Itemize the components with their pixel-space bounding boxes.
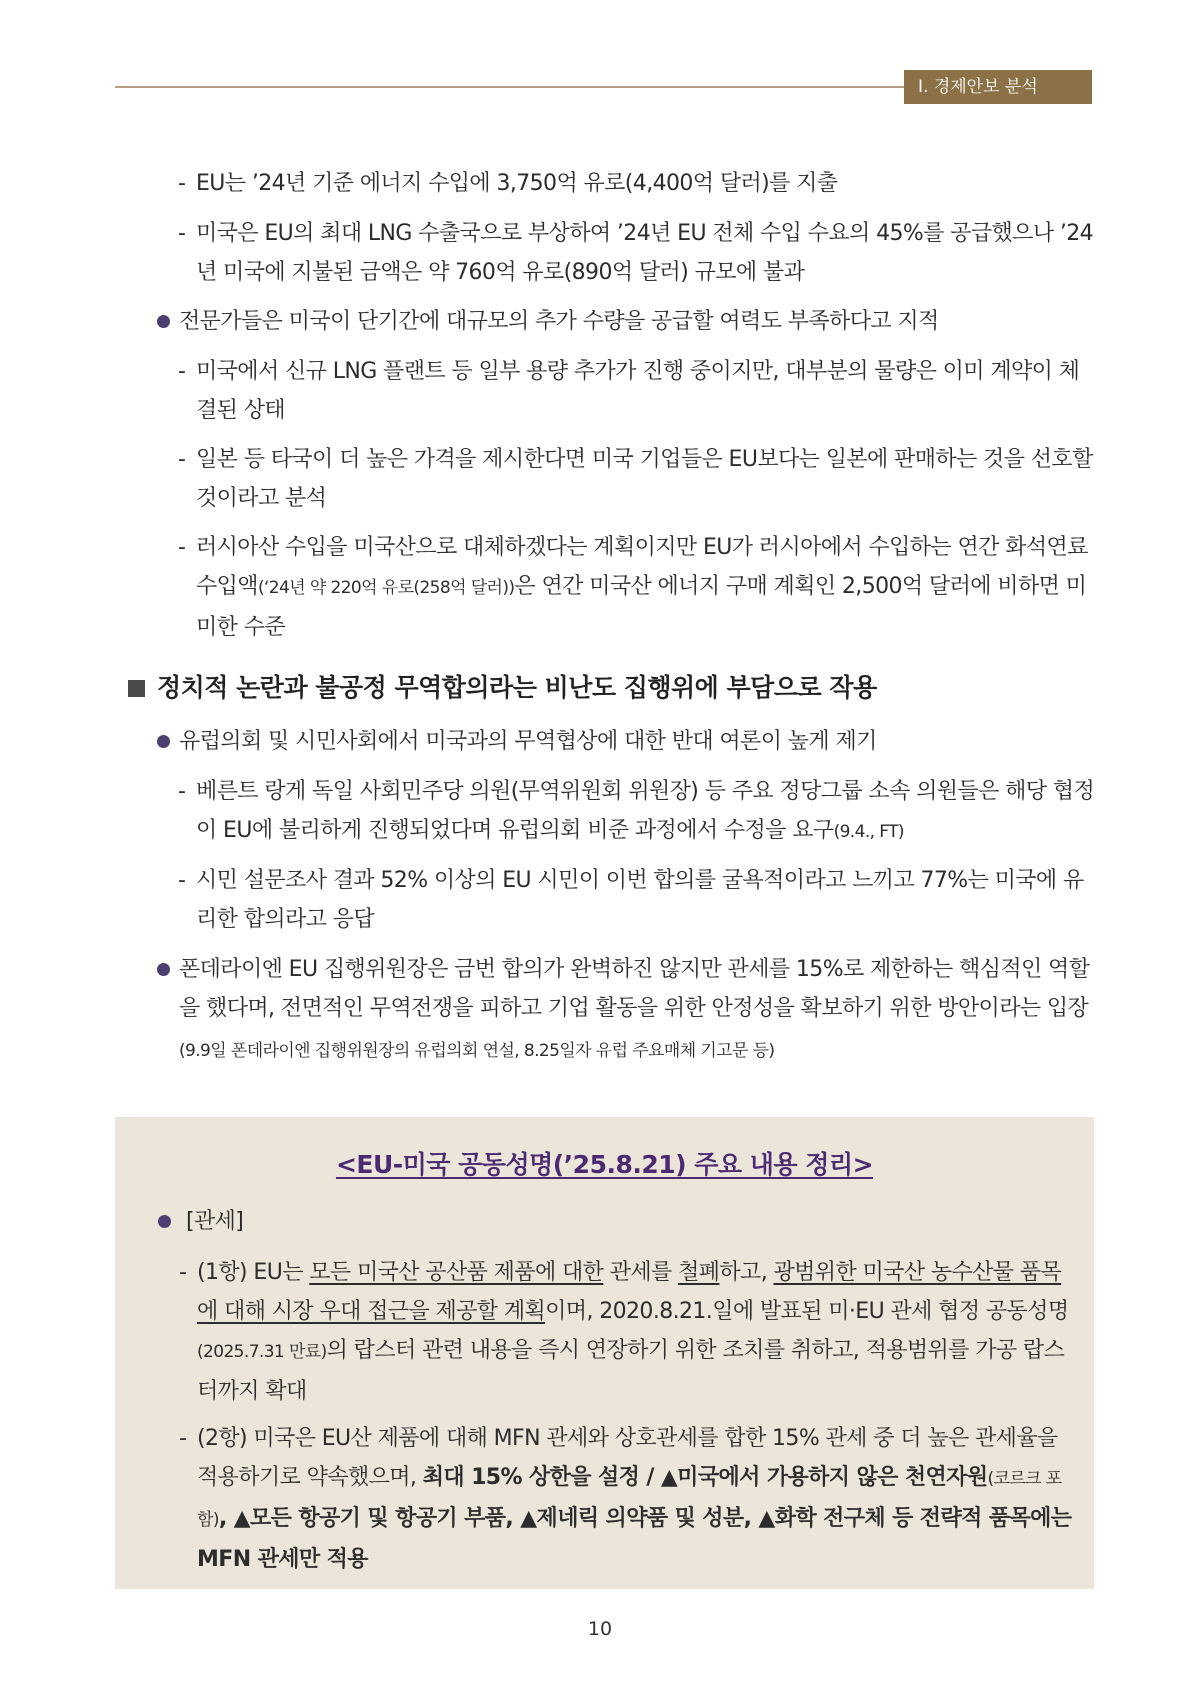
list-item-text: 시민 설문조사 결과 52% 이상의 EU 시민이 이번 합의를 굴욕적이라고 느끼고 77%는 미국에 유리한 합의라고 응답 bbox=[196, 868, 1084, 932]
box-bullet-item bbox=[158, 1202, 1058, 1241]
dash-marker: - bbox=[178, 779, 186, 804]
small-note: (9.9일 폰데라이엔 집행위원장의 유럽의회 연설, 8.25일자 유럽 주요매체 기고문 등) bbox=[179, 1041, 775, 1061]
list-item-text: 미국은 EU의 최대 LNG 수출국으로 부상하여 ’24년 EU 전체 수입 수요의 45%를 공급했으나 ’24년 미국에 지불된 금액은 약 760억 유로(890억 달러) 규모에 불과 bbox=[196, 221, 1094, 285]
underlined-text: 모든 미국산 공산품 제품에 대한 bbox=[309, 1260, 604, 1285]
dash-marker: - bbox=[179, 1426, 187, 1451]
dash-marker: - bbox=[178, 868, 186, 893]
small-note: (9.4., FT) bbox=[833, 822, 904, 842]
page-number: 10 bbox=[587, 1618, 613, 1640]
text-part: (2항) 미국은 EU산 제품에 대해 MFN 관세와 상호관세를 합한 15% 관세 중 더 높은 관세율을 적용하기로 약속했으며, bbox=[197, 1426, 1058, 1490]
box-title: <EU-미국 공동성명(’25.8.21) 주요 내용 정리> bbox=[335, 1150, 874, 1179]
box-list-item bbox=[179, 1253, 1079, 1411]
section-heading bbox=[128, 668, 877, 708]
dash-marker: - bbox=[178, 535, 186, 560]
section-tag: Ⅰ. 경제안보 분석 bbox=[904, 70, 1092, 104]
dash-marker: - bbox=[178, 447, 186, 472]
list-item bbox=[178, 214, 1098, 292]
list-item-text bbox=[178, 772, 1098, 852]
list-item bbox=[178, 528, 1098, 647]
bullet-item bbox=[157, 950, 1097, 1071]
bullet-dot-icon bbox=[158, 1215, 171, 1228]
list-item bbox=[178, 440, 1098, 518]
box-list-item bbox=[179, 1419, 1079, 1579]
list-item bbox=[178, 861, 1098, 939]
list-item bbox=[178, 772, 1098, 852]
list-item-text bbox=[179, 1253, 1079, 1411]
bullet-text bbox=[157, 950, 1097, 1071]
dash-marker: - bbox=[178, 221, 186, 246]
bullet-item bbox=[157, 722, 1097, 761]
header-rule bbox=[115, 86, 905, 88]
list-item bbox=[178, 164, 1098, 203]
dash-marker: - bbox=[178, 359, 186, 384]
summary-box bbox=[115, 1117, 1094, 1589]
small-note: (‘24년 약 220억 유로(258억 달러)) bbox=[257, 578, 515, 598]
bullet-dot-icon bbox=[157, 735, 170, 748]
text-part: 의 랍스터 관련 내용을 즉시 연장하기 위한 조치를 취하고, 적용범위를 가공 랍스터까지 확대 bbox=[197, 1338, 1065, 1404]
bullet-dot-icon bbox=[157, 315, 170, 328]
bullet-text: 전문가들은 미국이 단기간에 대규모의 추가 수량을 공급할 여력도 부족하다고 지적 bbox=[179, 309, 939, 334]
bullet-dot-icon bbox=[157, 963, 170, 976]
heading-text: 정치적 논란과 불공정 무역합의라는 비난도 집행위에 부담으로 작용 bbox=[157, 673, 877, 702]
dash-marker: - bbox=[179, 1260, 187, 1285]
underlined-text: 철폐 bbox=[678, 1260, 720, 1285]
list-item-text: 미국에서 신규 LNG 플랜트 등 일부 용량 추가가 진행 중이지만, 대부분의 물량은 이미 계약이 체결된 상태 bbox=[196, 359, 1080, 423]
bold-text: , ▲모든 항공기 및 항공기 부품, ▲제네릭 의약품 및 성분, ▲화학 전구체 등 전략적 품목에는 MFN 관세만 적용 bbox=[197, 1506, 1072, 1572]
text-part: 하고, bbox=[719, 1260, 774, 1285]
bullet-item bbox=[157, 302, 1097, 341]
list-item-text bbox=[178, 528, 1098, 647]
bold-text: 최대 15% 상한을 설정 / ▲미국에서 가용하지 않은 천연자원 bbox=[422, 1465, 988, 1490]
bullet-text: 유럽의회 및 시민사회에서 미국과의 무역협상에 대한 반대 여론이 높게 제기 bbox=[179, 729, 877, 754]
square-bullet-icon bbox=[128, 680, 145, 697]
underlined-text: 광범위한 미국산 농수산물 품목에 대해 시장 우대 접근을 제공할 계획 bbox=[197, 1260, 1062, 1324]
bullet-text: [관세] bbox=[186, 1209, 244, 1234]
list-item-text bbox=[179, 1419, 1079, 1579]
text-part: (1항) EU는 bbox=[197, 1260, 310, 1285]
dash-marker: - bbox=[178, 171, 186, 196]
small-note: (2025.7.31 만료) bbox=[197, 1342, 327, 1362]
text-part: 폰데라이엔 EU 집행위원장은 금번 합의가 완벽하진 않지만 관세를 15%로 제한하는 핵심적인 역할을 했다며, 전면적인 무역전쟁을 피하고 기업 활동을 위한 안정성을 확보하기 위한 방안이라는 입장 bbox=[179, 957, 1090, 1021]
text-part: 이며, 2020.8.21.일에 발표된 미·EU 관세 협정 공동성명 bbox=[545, 1299, 1069, 1324]
list-item bbox=[178, 352, 1098, 430]
text-part: 은 연간 미국산 에너지 구매 계획인 2,500억 달러에 비하면 미미한 수준 bbox=[196, 574, 1087, 640]
small-note: (코르크 포함) bbox=[197, 1469, 1062, 1530]
list-item-text: EU는 ’24년 기준 에너지 수입에 3,750억 유로(4,400억 달러)를 지출 bbox=[196, 171, 838, 196]
text-part: 러시아산 수입을 미국산으로 대체하겠다는 계획이지만 EU가 러시아에서 수입하는 연간 화석연료 수입액 bbox=[196, 535, 1088, 599]
list-item-text: 일본 등 타국이 더 높은 가격을 제시한다면 미국 기업들은 EU보다는 일본에 판매하는 것을 선호할 것이라고 분석 bbox=[196, 447, 1093, 511]
text-part: 베른트 랑게 독일 사회민주당 의원(무역위원회 위원장) 등 주요 정당그룹 소속 의원들은 해당 협정이 EU에 불리하게 진행되었다며 유럽의회 비준 과정에서 수정을 요구 bbox=[196, 779, 1095, 843]
text-part: 관세를 bbox=[603, 1260, 679, 1285]
